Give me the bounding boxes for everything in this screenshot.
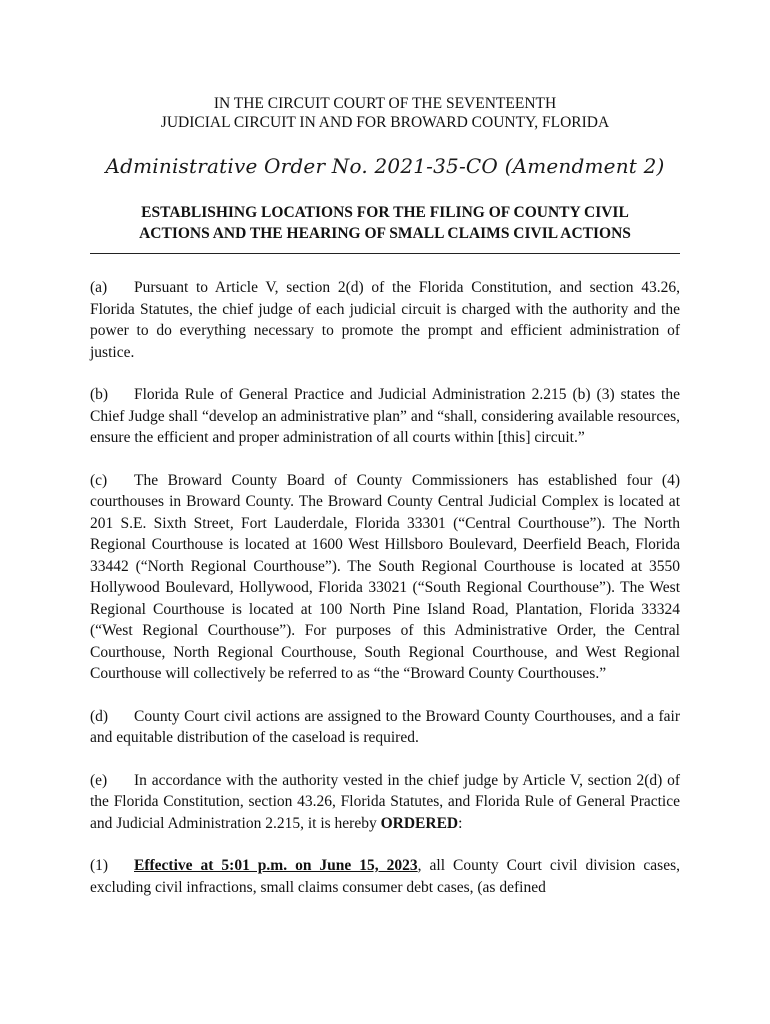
court-heading	[90, 94, 680, 132]
paragraph-e	[90, 770, 680, 835]
paragraph-text: Pursuant to Article V, section 2(d) of the Florida Constitution, and section 43.26, Florida Statutes, the chief judge of each judicial circuit is charged with the authority and the power to do everything necessary to promote the prompt and efficient administration of justice.	[90, 279, 680, 361]
order-subject	[90, 202, 680, 244]
horizontal-divider	[90, 253, 680, 254]
paragraph-text: Florida Rule of General Practice and Judicial Administration 2.215 (b) (3) states the Chief Judge shall “develop an administrative plan” and “shall, considering available resources, ensure the efficient and proper administration of all courts within [this] circuit.”	[90, 386, 680, 446]
subject-line-2: ACTIONS AND THE HEARING OF SMALL CLAIMS CIVIL ACTIONS	[139, 225, 631, 242]
order-title: Administrative Order No. 2021-35-CO (Amendment 2)	[105, 154, 665, 178]
paragraph-label: (b)	[90, 386, 109, 403]
paragraph-c	[90, 470, 680, 685]
paragraph-text: County Court civil actions are assigned to the Broward County Courthouses, and a fair and equitable distribution of the caseload is required.	[90, 707, 680, 746]
court-line-2: JUDICIAL CIRCUIT IN AND FOR BROWARD COUNTY, FLORIDA	[160, 114, 610, 131]
paragraph-b	[90, 384, 680, 449]
paragraph-text: The Broward County Board of County Commissioners has established four (4) courthouses in Broward County. The Broward County Central Judicial Complex is located at 201 S.E. Sixth Street, Fort Lauderdale, Florida 33301 (“Central Courthouse”). The North Regional Courthouse is located at 1600 West Hillsboro Boulevard, Deerfield Beach, Florida 33442 (“North Regional Courthouse”). The South Regional Courthouse is located at 3550 Hollywood Boulevard, Hollywood, Florida 33021 (“South Regional Courthouse”). The West Regional Courthouse is located at 100 North Pine Island Road, Plantation, Florida 33324 (“West Regional Courthouse”). For purposes of this Administrative Order, the Central Courthouse, North Regional Courthouse, South Regional Courthouse, and West Regional Courthouse will collectively be referred to as “the “Broward County Courthouses.”	[90, 471, 680, 682]
paragraph-text: , all County Court civil division cases, excluding civil infractions, small claims consumer debt cases, (as defined	[90, 857, 680, 896]
paragraph-label: (c)	[90, 471, 108, 489]
paragraph-label: (1)	[90, 857, 109, 874]
paragraph-a	[90, 277, 680, 363]
paragraph-text: In accordance with the authority vested in the chief judge by Article V, section 2(d) of the Florida Constitution, section 43.26, Florida Statutes, and Florida Rule of General Practice and Judicial Administration 2.215, it is hereby	[90, 771, 680, 832]
subject-line-1: ESTABLISHING LOCATIONS FOR THE FILING OF COUNTY CIVIL	[141, 204, 629, 221]
paragraph-end: :	[458, 814, 463, 832]
court-line-1: IN THE CIRCUIT COURT OF THE SEVENTEENTH	[213, 95, 557, 112]
paragraph-label: (a)	[90, 279, 108, 296]
paragraph-1	[90, 855, 680, 898]
paragraph-label: (d)	[90, 707, 109, 725]
effective-date: Effective at 5:01 p.m. on June 15, 2023	[134, 857, 418, 874]
paragraph-d	[90, 706, 680, 749]
ordered-keyword: ORDERED	[380, 814, 459, 832]
paragraph-label: (e)	[90, 771, 108, 789]
